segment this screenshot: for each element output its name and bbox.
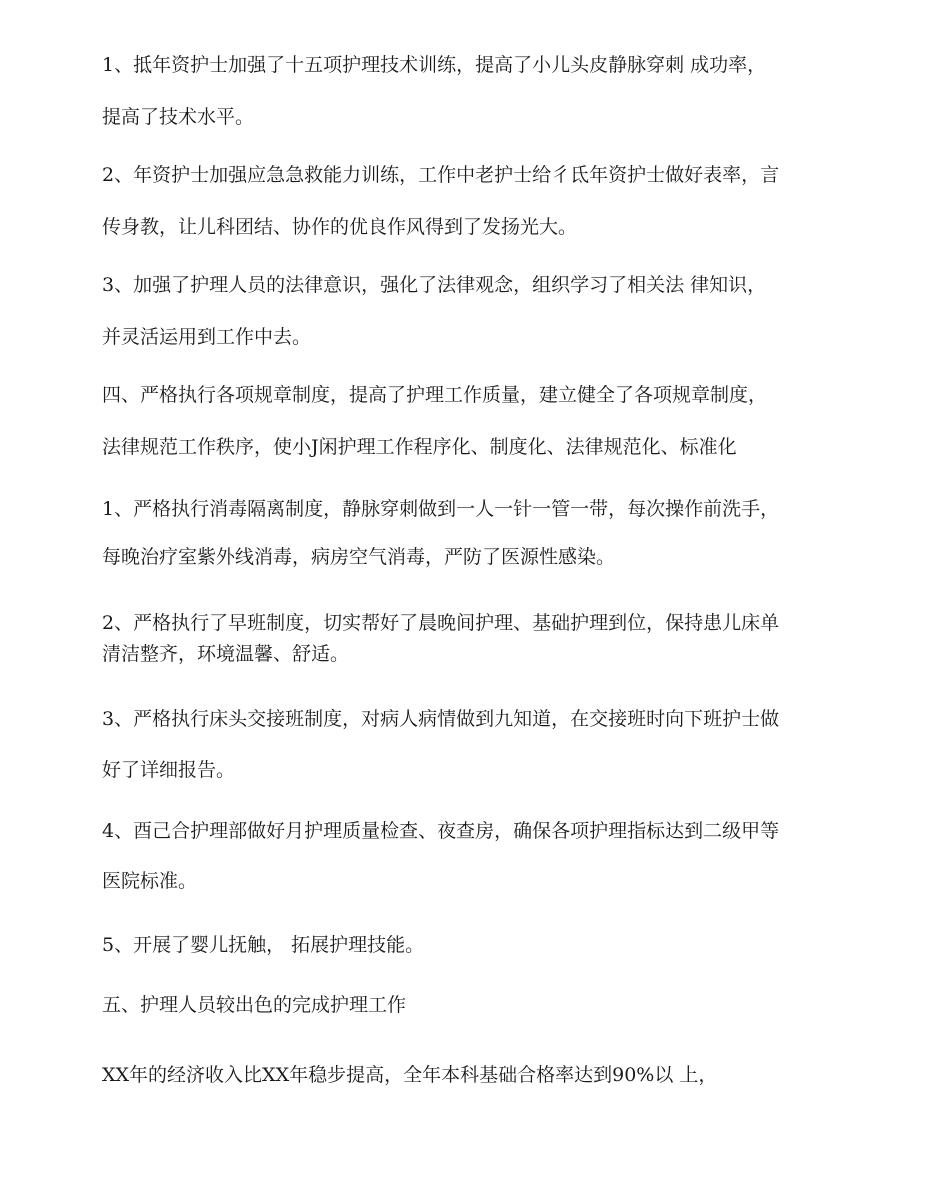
paragraph-3 [102, 276, 862, 347]
paragraph-line: XX年的经济收入比XX年稳步提高，全年本科基础合格率达到90%以 上， [102, 1064, 718, 1086]
section-heading-5 [102, 996, 862, 1015]
paragraph-line: 医院标准。 [102, 870, 198, 892]
paragraph-line: 五、护理人员较出色的完成护理工作 [102, 994, 407, 1016]
section-heading-4 [102, 386, 862, 457]
paragraph-1 [102, 56, 862, 127]
paragraph-line: 4、酉己合护理部做好月护理质量检查、夜查房，确保各项护理指标达到二级甲等 [102, 820, 780, 842]
paragraph-line: 清洁整齐，环境温馨、舒适。 [102, 643, 350, 665]
paragraph-4-4 [102, 822, 862, 891]
paragraph-line: 3、严格执行床头交接班制度，对病人病情做到九知道，在交接班时向下班护士做 [102, 708, 780, 730]
paragraph-line: 1、抵年资护士加强了十五项护理技术训练，提高了小儿头皮静脉穿刺 成功率， [102, 54, 767, 76]
paragraph-line: 好了详细报告。 [102, 759, 236, 781]
paragraph-line: 提高了技术水平。 [102, 106, 255, 128]
paragraph-line: 四、严格执行各项规章制度，提高了护理工作质量，建立健全了各项规章制度， [102, 384, 768, 406]
paragraph-line: 1、严格执行消毒隔离制度，静脉穿刺做到一人一针一管一带，每次操作前洗手， [102, 498, 780, 520]
paragraph-2 [102, 166, 862, 237]
paragraph-line: 2、严格执行了早班制度，切实帮好了晨晚间护理、基础护理到位，保持患儿床单 [102, 612, 780, 634]
paragraph-5-1 [102, 1066, 862, 1085]
paragraph-line: 并灵活运用到工作中去。 [102, 326, 312, 348]
paragraph-4-5 [102, 936, 862, 955]
paragraph-line: 每晚治疗室紫外线消毒，病房空气消毒，严防了医源性感染。 [102, 546, 616, 568]
paragraph-line: 法律规范工作秩序，使小J闲护理工作程序化、制度化、法律规范化、标准化 [102, 436, 737, 458]
paragraph-line: 2、年资护士加强应急急救能力训练，工作中老护士给彳氐年资护士做好表率，言 [102, 164, 780, 186]
paragraph-line: 3、加强了护理人员的法律意识，强化了法律观念，组织学习了相关法 律知识， [102, 274, 767, 296]
paragraph-line: 传身教，让儿科团结、协作的优良作风得到了发扬光大。 [102, 216, 578, 238]
paragraph-4-3 [102, 710, 862, 780]
paragraph-4-1 [102, 500, 862, 567]
paragraph-4-2 [102, 614, 862, 664]
paragraph-line: 5、开展了婴儿抚触， 拓展护理技能。 [102, 934, 425, 956]
